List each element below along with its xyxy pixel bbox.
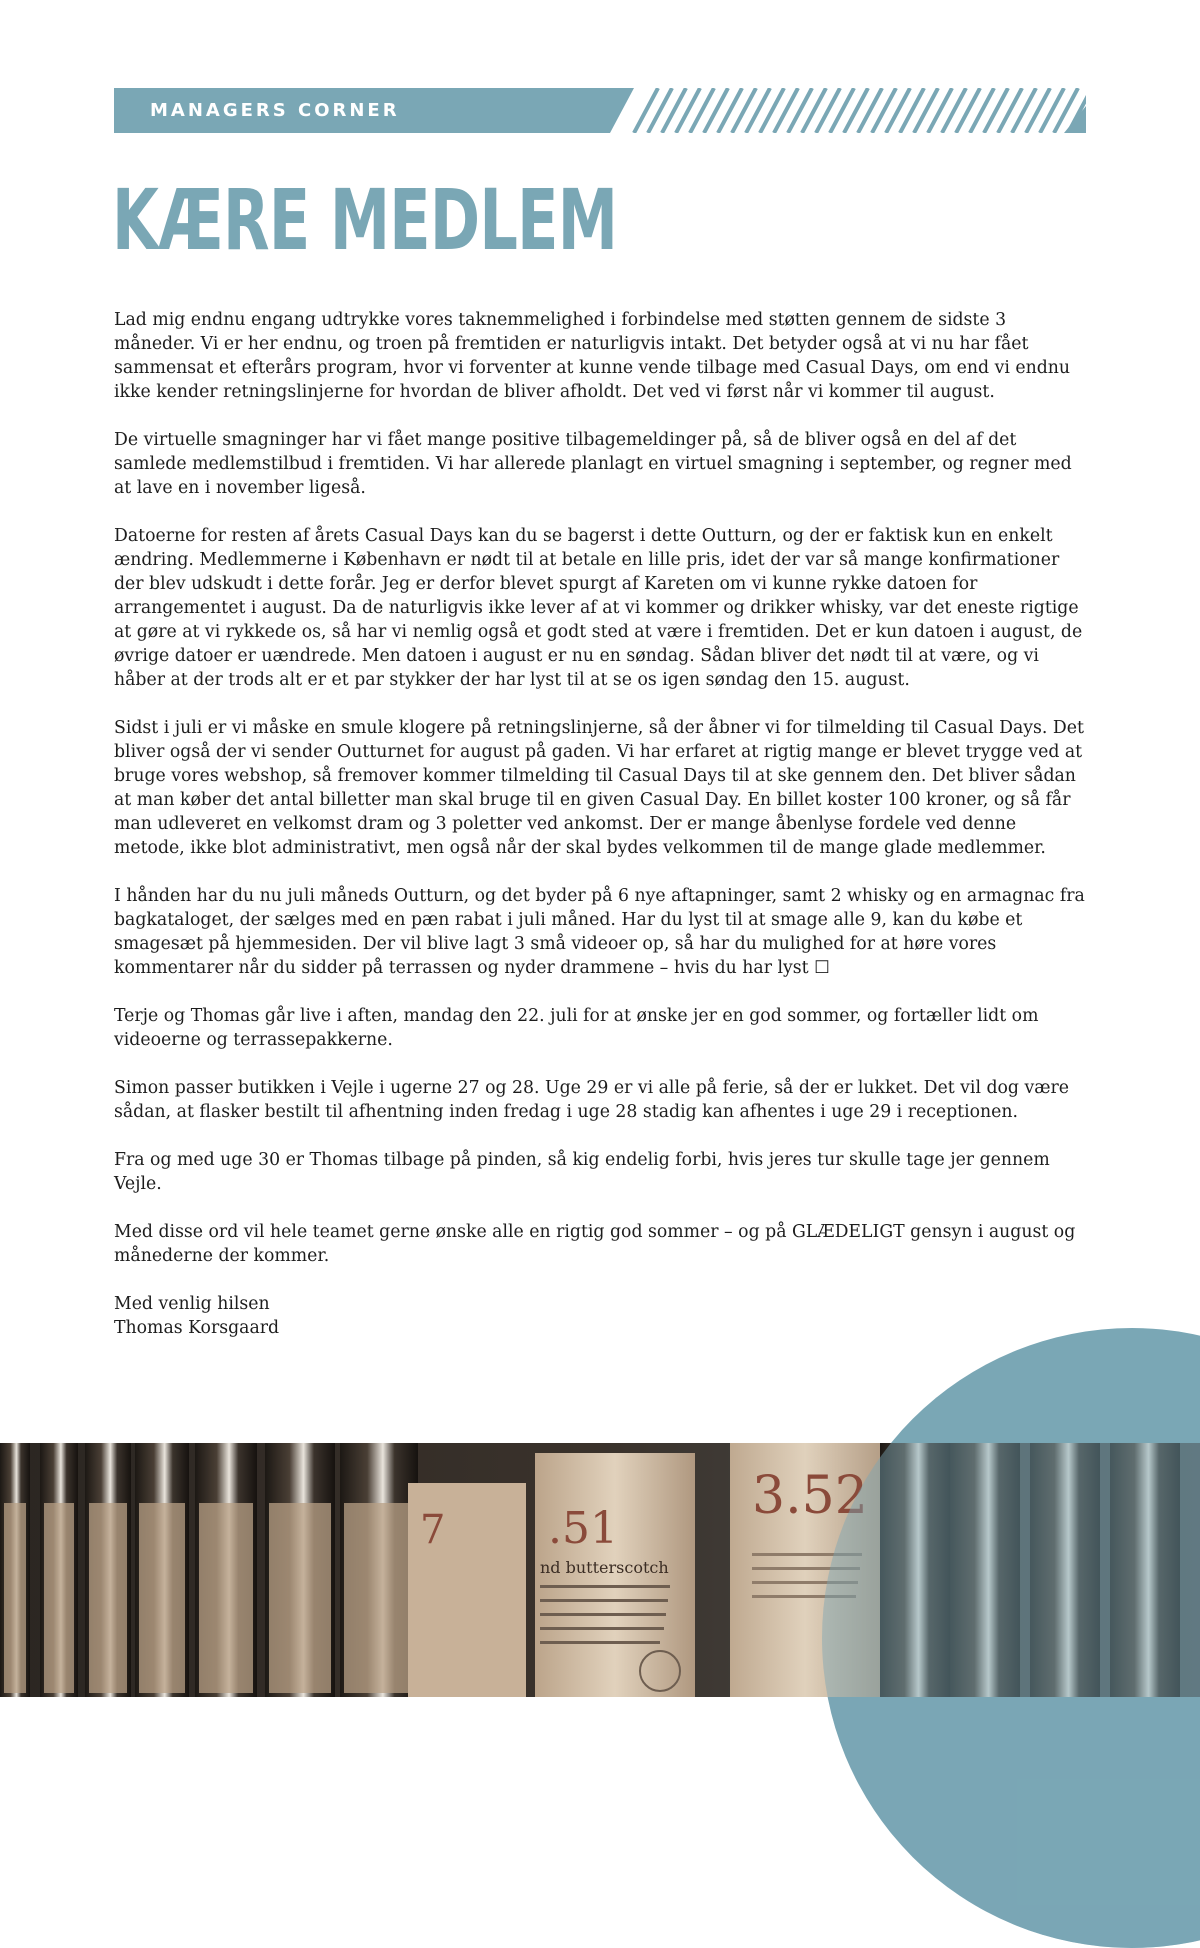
banner-stripe (802, 88, 826, 133)
banner-stripe (746, 88, 770, 133)
page-title: KÆRE MEDLEM (112, 171, 618, 269)
banner-stripe (732, 88, 756, 133)
banner-stripe (928, 88, 952, 133)
bottle-label (269, 1503, 331, 1693)
banner-stripe (662, 88, 686, 133)
bottle-label (344, 1503, 414, 1693)
paragraph: Med disse ord vil hele teamet gerne ønske alle en rigtig god sommer – og på GLÆDELIGT gensyn i august og månederne der kommer. (114, 1222, 1076, 1266)
banner-stripe (984, 88, 1008, 133)
bottle-label (4, 1503, 26, 1693)
banner-stripe (704, 88, 728, 133)
banner-stripe (1026, 88, 1050, 133)
bottle-label (89, 1503, 127, 1693)
banner-stripe (690, 88, 714, 133)
banner-stripe (886, 88, 910, 133)
bottle-number-7: 7 (420, 1507, 446, 1553)
banner-stripe (648, 88, 672, 133)
banner-stripe (788, 88, 812, 133)
paragraph: I hånden har du nu juli måneds Outturn, og det byder på 6 nye aftapninger, samt 2 whisky og en armagnac fra bagkataloget, der sælges med en pæn rabat i juli måned. Har du lyst til at smage alle 9, kan du købe et smagesæt på hjemmesiden. Der vil blive lagt 3 små videoer op, så har du mulighed for at høre vores kommentarer når du sidder på terrassen og nyder drammene – hvis du har lyst ☐ (114, 886, 1085, 978)
bottle-number-51: .51 (548, 1503, 618, 1554)
banner-stripe (914, 88, 938, 133)
bottle-flavour-name: nd butterscotch (540, 1558, 669, 1577)
section-label: MANAGERS CORNER (150, 100, 400, 121)
banner-stripe (998, 88, 1022, 133)
paragraph: Sidst i juli er vi måske en smule klogere på retningslinjerne, så der åbner vi for tilmelding til Casual Days. Det bliver også der vi sender Outturnet for august på gaden. Vi har erfaret at rigtig mange er blevet trygge ved at bruge vores webshop, så fremover kommer tilmelding til Casual Days til at ske gennem den. Det bliver sådan at man køber det antal billetter man skal bruge til en given Casual Day. En billet koster 100 kroner, og så får man udleveret en velkomst dram og 3 poletter ved ankomst. Der er mange åbenlyse fordele ved denne metode, ikke blot administrativt, men også når der skal bydes velkommen til de mange glade medlemmer. (114, 718, 1084, 858)
paragraph: Terje og Thomas går live i aften, mandag den 22. juli for at ønske jer en god sommer, og fortæller lidt om videoerne og terrassepakkerne. (114, 1006, 1039, 1050)
paragraph: Simon passer butikken i Vejle i ugerne 27 og 28. Uge 29 er vi alle på ferie, så der er lukket. Det vil dog være sådan, at flasker bestilt til afhentning inden fredag i uge 28 stadig kan afhentes i uge 29 i receptionen. (114, 1078, 1069, 1122)
bottle-label (139, 1503, 185, 1693)
signoff-greeting: Med venlig hilsen (114, 1294, 270, 1314)
banner-stripe (900, 88, 924, 133)
banner-stripe (844, 88, 868, 133)
bottle-label (44, 1503, 74, 1693)
banner-stripe (718, 88, 742, 133)
banner-stripe (634, 88, 658, 133)
banner-stripe (676, 88, 700, 133)
banner-stripe (1040, 88, 1064, 133)
signoff-name: Thomas Korsgaard (114, 1318, 280, 1338)
banner-stripe (1012, 88, 1036, 133)
banner-stripe (942, 88, 966, 133)
banner-stripe (760, 88, 784, 133)
paragraph: De virtuelle smagninger har vi fået mange positive tilbagemeldinger på, så de bliver også en del af det samlede medlemstilbud i fremtiden. Vi har allerede planlagt en virtuel smagning i september, og regner med at lave en i november ligeså. (114, 430, 1072, 498)
banner-stripe (858, 88, 882, 133)
signoff (114, 1292, 1090, 1340)
section-banner (114, 88, 1086, 133)
letter-body (114, 308, 1090, 1364)
banner-stripe (816, 88, 840, 133)
paragraph: Datoerne for resten af årets Casual Days kan du se bagerst i dette Outturn, og der er faktisk kun en enkelt ændring. Medlemmerne i København er nødt til at betale en lille pris, idet der var så mange konfirmationer der blev udskudt i dette forår. Jeg er derfor blevet spurgt af Kareten om vi kunne rykke datoen for arrangementet i august. Da de naturligvis ikke lever af at vi kommer og drikker whisky, var det eneste rigtige at gøre at vi rykkede os, så har vi nemlig også et godt sted at være i fremtiden. Det er kun datoen i august, de øvrige datoer er uændrede. Men datoen i august er nu en søndag. Sådan bliver det nødt til at være, og vi håber at der trods alt er et par stykker der har lyst til at se os igen søndag den 15. august. (114, 526, 1083, 690)
banner-stripe (774, 88, 798, 133)
banner-stripe (830, 88, 854, 133)
banner-stripe (956, 88, 980, 133)
paragraph: Lad mig endnu engang udtrykke vores taknemmelighed i forbindelse med støtten gennem de sidste 3 måneder. Vi er her endnu, og troen på fremtiden er naturligvis intakt. Det betyder også at vi nu har fået sammensat et efterårs program, hvor vi forventer at kunne vende tilbage med Casual Days, om end vi endnu ikke kender retningslinjerne for hvordan de bliver afholdt. Det ved vi først når vi kommer til august. (114, 310, 1071, 402)
banner-stripe (872, 88, 896, 133)
bottle-label (199, 1503, 253, 1693)
bottle-number-352: 3.52 (752, 1466, 868, 1526)
banner-stripe (970, 88, 994, 133)
paragraph: Fra og med uge 30 er Thomas tilbage på pinden, så kig endelig forbi, hvis jeres tur skulle tage jer gennem Vejle. (114, 1150, 1050, 1194)
